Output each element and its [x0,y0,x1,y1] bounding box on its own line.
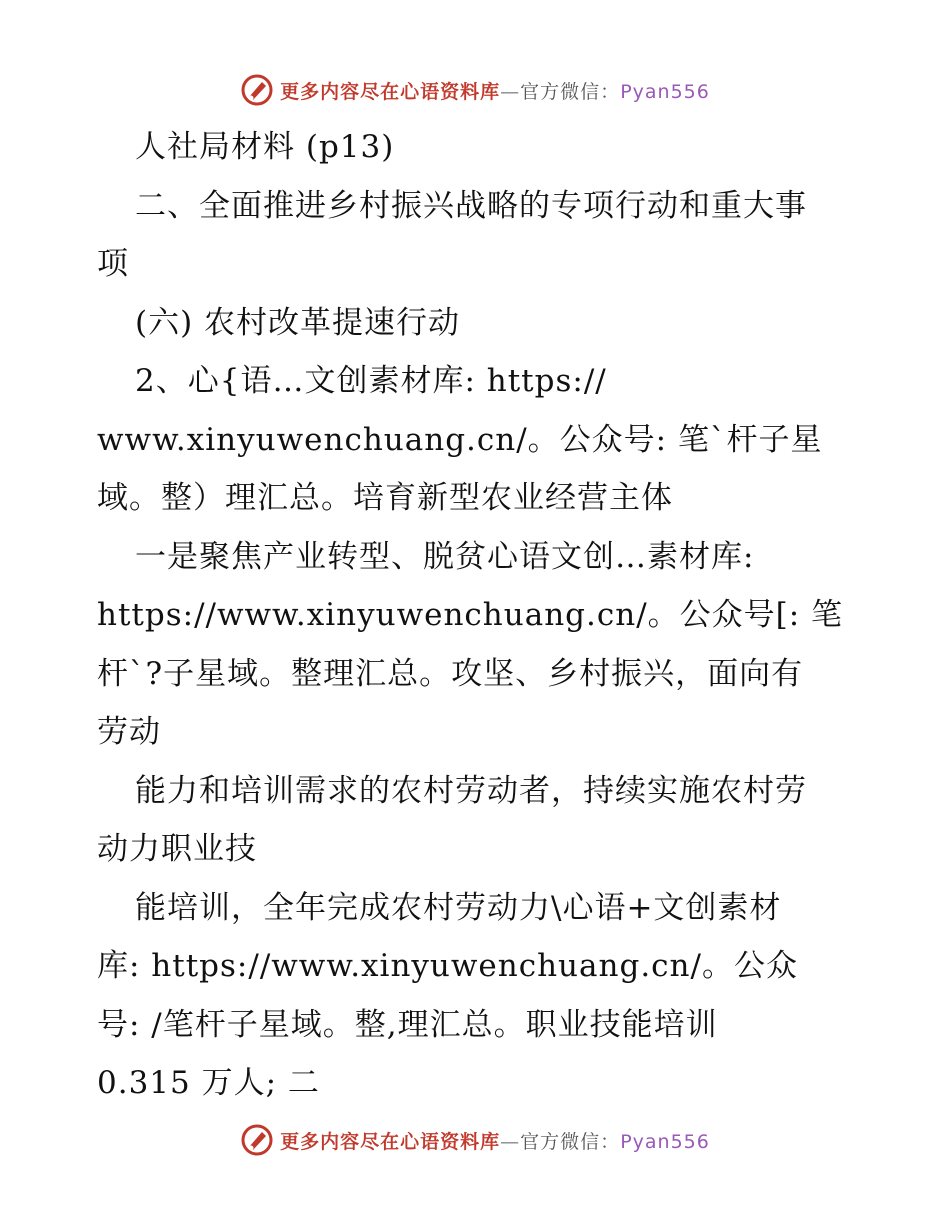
document-body [97,118,857,1113]
doc-line: www.xinyuwenchuang.cn/。公众号: 笔`杆子星 [97,421,823,458]
doc-line: 库: https://www.xinyuwenchuang.cn/。公众 [97,948,798,984]
footer-banner-text: 更多内容尽在心语资料库—官方微信：Pyan556 [280,1130,710,1153]
doc-line: 号: /笔杆子星域。整,理汇总。职业技能培训 [97,1006,718,1043]
doc-line: 域。整）理汇总。培育新型农业经营主体 [97,480,673,516]
doc-line: 项 [97,246,129,282]
doc-line: 杆`?子星域。整理汇总。攻坚、乡村振兴，面向有 [97,655,804,692]
footer-watermark-banner [0,1120,950,1160]
doc-line: 人社局材料 (p13) [135,129,395,165]
doc-line: 一是聚焦产业转型、脱贫心语文创…素材库: [135,538,755,575]
doc-line: https://www.xinyuwenchuang.cn/。公众号[: 笔 [97,597,844,633]
header-watermark-banner [0,70,950,110]
header-banner-text: 更多内容尽在心语资料库—官方微信：Pyan556 [280,80,710,103]
doc-line: 劳动 [97,714,161,750]
doc-line: 动力职业技 [97,831,257,867]
doc-line: 能培训，全年完成农村劳动力\心语+文创素材 [135,889,782,926]
doc-line: 能力和培训需求的农村劳动者，持续实施农村劳 [135,772,807,809]
brand-logo-icon [240,73,274,107]
doc-line: 2、心{语…文创素材库: https:// [135,363,607,399]
doc-line: 二、全面推进乡村振兴战略的专项行动和重大事 [135,187,807,224]
doc-line: 0.315 万人; 二 [97,1065,320,1101]
brand-logo-icon [240,1123,274,1157]
doc-line: (六) 农村改革提速行动 [135,304,461,341]
